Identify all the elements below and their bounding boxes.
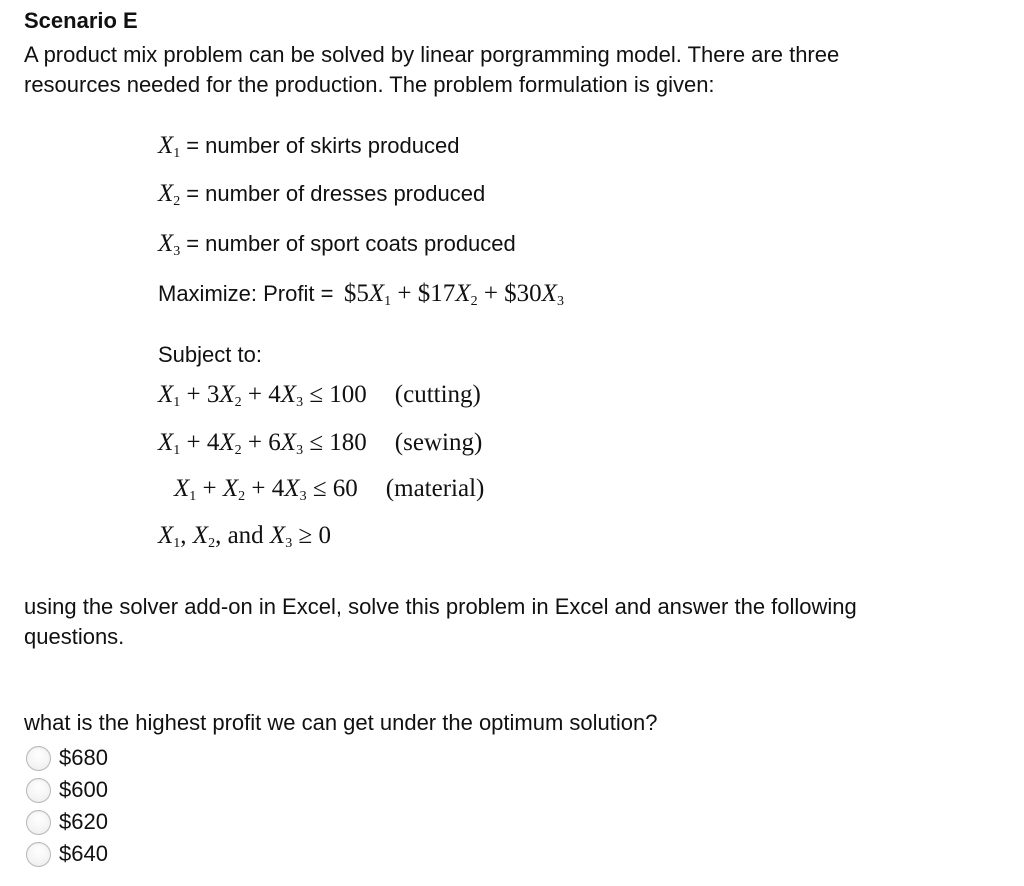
constraint-label: (cutting) — [394, 381, 481, 408]
var-subscript: 3 — [173, 244, 181, 259]
answer-option[interactable] — [26, 774, 108, 806]
radio-button[interactable] — [26, 810, 51, 835]
intro-line: resources needed for the production. The problem formulation is given: — [24, 72, 715, 97]
objective-label: Maximize: Profit = — [158, 281, 334, 306]
scenario-title: Scenario E — [24, 8, 138, 33]
constraint-nonnegativity: $X_1$, $X_2$, and $X_3 \ge 0$ — [158, 522, 331, 551]
variable-definition-x2 — [158, 180, 485, 208]
and-word: and — [227, 522, 264, 549]
objective-coef: $30 — [504, 280, 542, 307]
subject-to-label: Subject to: — [158, 342, 262, 367]
question-text: what is the highest profit we can get under the optimum solution? — [24, 710, 658, 735]
option-label[interactable]: $680 — [59, 745, 108, 770]
var-symbol: X — [158, 230, 174, 257]
radio-button[interactable] — [26, 778, 51, 803]
equals-sign: = — [186, 181, 200, 206]
answer-option[interactable] — [26, 838, 108, 870]
constraint-label: (sewing) — [394, 429, 483, 456]
intro-paragraph — [24, 40, 839, 100]
plus-sign: + — [483, 280, 498, 307]
solver-line: using the solver add-on in Excel, solve this problem in Excel and answer the following — [24, 594, 857, 619]
radio-button[interactable] — [26, 842, 51, 867]
solver-instructions — [24, 592, 857, 652]
option-label[interactable]: $640 — [59, 841, 108, 866]
var-subscript: 1 — [173, 146, 181, 161]
answer-option[interactable] — [26, 806, 108, 838]
equals-sign: = — [186, 231, 200, 256]
var-symbol: X — [158, 132, 174, 159]
constraint-cutting: $X_1 + 3X_2 + 4X_3 \le 100$ (cutting) — [158, 381, 481, 410]
solver-line: questions. — [24, 624, 125, 649]
answer-option[interactable] — [26, 742, 108, 774]
objective-coef: $17 — [417, 280, 456, 307]
option-label[interactable]: $600 — [59, 777, 108, 802]
constraint-rhs: 100 — [329, 381, 367, 408]
answer-options — [26, 742, 108, 870]
variable-definition-x1 — [158, 132, 459, 160]
radio-button[interactable] — [26, 746, 51, 771]
variable-definition-x3 — [158, 230, 516, 258]
plus-sign: + — [397, 280, 412, 307]
var-subscript: 2 — [173, 194, 181, 209]
variable-description: number of dresses produced — [205, 181, 486, 206]
constraint-label: (material) — [385, 475, 485, 502]
constraint-rhs: 0 — [318, 522, 331, 549]
intro-line: A product mix problem can be solved by linear porgramming model. There are three — [24, 42, 840, 67]
constraint-material: $X_1 + X_2 + 4X_3 \le 60$ (material) — [174, 475, 485, 504]
objective-function: Maximize: Profit = $\$5X_1$ + $\$17X_2$ + $\$30X_3$ — [158, 280, 564, 309]
option-label[interactable]: $620 — [59, 809, 108, 834]
variable-description: number of sport coats produced — [205, 231, 516, 256]
equals-sign: = — [186, 133, 200, 158]
var-symbol: X — [158, 180, 174, 207]
constraint-rhs: 180 — [329, 429, 367, 456]
objective-coef: $5 — [343, 280, 369, 307]
constraint-rhs: 60 — [332, 475, 358, 502]
constraint-sewing: $X_1 + 4X_2 + 6X_3 \le 180$ (sewing) — [158, 429, 483, 458]
variable-description: number of skirts produced — [205, 133, 460, 158]
